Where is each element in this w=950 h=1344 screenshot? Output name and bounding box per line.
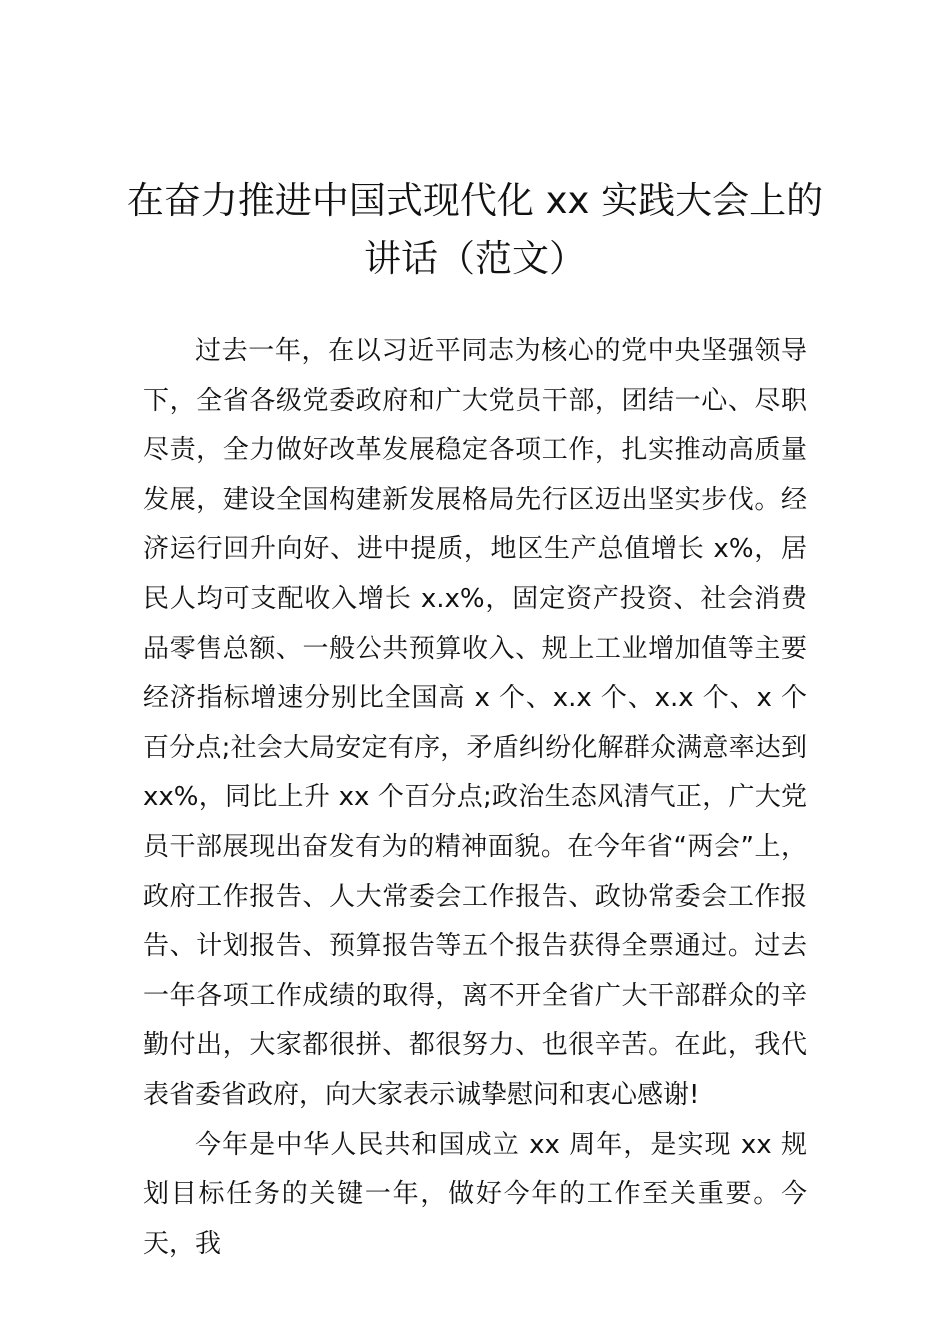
paragraph-1: 过去一年，在以习近平同志为核心的党中央坚强领导下，全省各级党委政府和广大党员干部，团结一心、尽职尽责，全力做好改革发展稳定各项工作，扎实推动高质量发展，建设全国构建新发展格局先行区迈出坚实步伐。经济运行回升向好、进中提质，地区生产总值增长 x%，居民人均可支配收入增长 x.x%，固定资产投资、社会消费品零售总额、一般公共预算收入、规上工业增加值等主要经济指标增速分别比全国高 x 个、x.x 个、x.x 个、x 个百分点;社会大局安定有序，矛盾纠纷化解群众满意率达到 xx%，同比上升 xx 个百分点;政治生态风清气正，广大党员干部展现出奋发有为的精神面貌。在今年省“两会”上，政府工作报告、人大常委会工作报告、政协常委会工作报告、计划报告、预算报告等五个报告获得全票通过。过去一年各项工作成绩的取得，离不开全省广大干部群众的辛勤付出，大家都很拼、都很努力、也很辛苦。在此，我代表省委省政府，向大家表示诚挚慰问和衷心感谢!: [143, 336, 807, 1110]
document-title: 在奋力推进中国式现代化 xx 实践大会上的讲话（范文）: [126, 179, 824, 280]
document-body: [143, 327, 807, 1269]
paragraph-2: 今年是中华人民共和国成立 xx 周年，是实现 xx 规划目标任务的关键一年，做好今年的工作至关重要。今天，我: [143, 1129, 807, 1259]
